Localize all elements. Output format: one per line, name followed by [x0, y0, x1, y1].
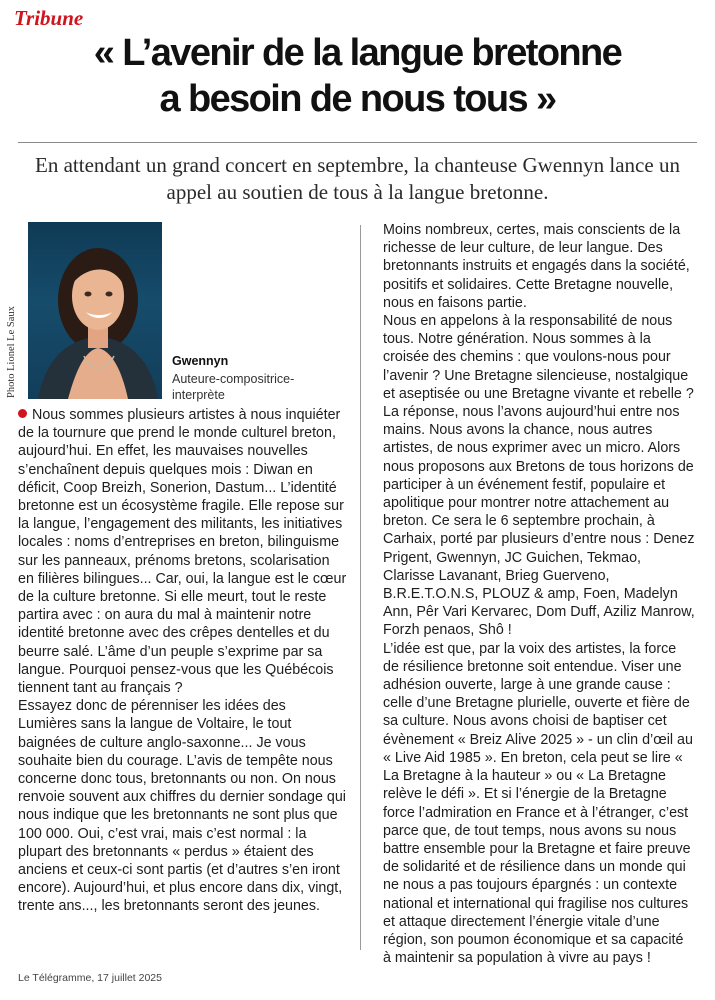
body-paragraph	[18, 406, 348, 697]
body-paragraph: L’idée est que, par la voix des artistes, la force de résilience bretonne soit entendue. Viser une adhésion ouverte, large à une grande cause : celle d’une Bretagne plurielle, ouverte et fière de sa culture. Nous avons choisi de baptiser cet évènement « Breiz Alive 2025 » - un clin d’œil au « Live Aid 1985 ». En breton, cela peut se lire « La Bretagne à la hauteur » ou « La Bretagne relève le défi ». Et si l’énergie de la Bretagne force l’admiration en France et à l’étranger, c’est parce que, de tout temps, nous avons su nous battre ensemble pour la Bretagne et faire preuve de solidarité et de résilience dans un monde qui ne nous a pas toujours épargnés : un contexte national et international qui fragilise nos cultures et attaque directement l’énergie vitale d’une région, son poumon économique et sa capacité à maintenir sa population à vivre au pays !	[383, 640, 693, 967]
body-paragraph: Nous en appelons à la responsabilité de nous tous. Notre génération. Nous sommes à la croisée des chemins : que voulons-nous pour l’avenir ? Une Bretagne silencieuse, nostalgique et aseptisée ou une Bretagne vivante et rebelle ? La réponse, nous l’avons aujourd’hui entre nos mains. Nous avons la chance, nous autres artistes, de nous exprimer avec un micro. Alors nous proposons aux Bretons de tous horizons de participer à un événement festif, populaire et apolitique pour montrer notre attachement au breton. Ce sera le 6 septembre prochain, à Carhaix, porté par plusieurs d’entre nous : Denez Prigent, Gwennyn, JC Guichen, Tekmao, Clarisse Lavanant, Brieg Guerveno, B.R.E.T.O.N.S, PLOUZ & amp, Foen, Madelyn Ann, Pêr Vari Kervarec, Dom Duff, Aziliz Manrow, Forzh penaos, Shô !	[383, 313, 695, 639]
lede: En attendant un grand concert en septembre, la chanteuse Gwennyn lance un appel au soutien de tous à la langue bretonne.	[35, 153, 680, 204]
author-role: Auteure-compositrice-interprète	[172, 372, 295, 402]
author-photo	[28, 222, 162, 399]
author-name: Gwennyn	[172, 354, 229, 368]
body-column-left	[18, 406, 348, 916]
headline	[0, 30, 715, 122]
red-bullet-icon	[18, 409, 27, 418]
column-divider	[360, 225, 361, 950]
photo-credit: Photo Lionel Le Saux	[6, 306, 17, 398]
body-paragraph: Essayez donc de pérenniser les idées des Lumières sans la langue de Voltaire, le tout baignées de culture anglo-saxonne... Je vous souhaite bien du courage. L’avis de tempête nous concerne donc tous, bretonnants ou non. On nous renvoie souvent aux chiffres du dernier sondage qui nous indique que les bretonnants ne sont plus que 100 000. Oui, c’est vrai, mais c’est normal : la plupart des bretonnants « perdus » étaient des anciens et ceux-ci sont partis (et d’autres s’en iront encore). Aujourd’hui, et plus encore dans dix, vingt, trente ans..., les bretonnants seront des jeunes.	[18, 698, 346, 915]
title-divider	[18, 142, 697, 143]
headline-line-2: a besoin de nous tous »	[159, 78, 556, 120]
body-column-right	[383, 221, 695, 967]
body-paragraph: Moins nombreux, certes, mais conscients de la richesse de leur culture, de leur langue. Des bretonnants instruits et engagés dans la société, positifs et solidaires. Cette Bretagne nouvelle, nous en faisons partie.	[383, 222, 690, 311]
headline-line-1: « L’avenir de la langue bretonne	[93, 32, 622, 74]
section-rubric: Tribune	[14, 6, 84, 30]
body-paragraph-text: Nous sommes plusieurs artistes à nous inquiéter de la tournure que prend le monde culturel breton, aujourd’hui. En effet, les mauvaises nouvelles s’enchaînent depuis quelques mois : Diwan en déficit, Coop Breizh, Sonerion, Dastum... L’identité bretonne est un écosystème fragile. Elle repose sur la langue, l’engagement des militants, les initiatives locales : noms d’entreprises en breton, bilinguisme sur les panneaux, prénoms bretons, scolarisation en filières bilingues... Car, oui, la langue est le cœur de la culture bretonne. Si elle meurt, tout le reste partira avec : on aura du mal à maintenir notre identité bretonne avec des crêpes dentelles et du beurre salé. L’âme d’un peuple s’exprime par sa langue. Pourquoi pensez-vous que les Québécois tiennent tant au français ?	[18, 407, 347, 697]
source-footer: Le Télégramme, 17 juillet 2025	[18, 972, 162, 984]
